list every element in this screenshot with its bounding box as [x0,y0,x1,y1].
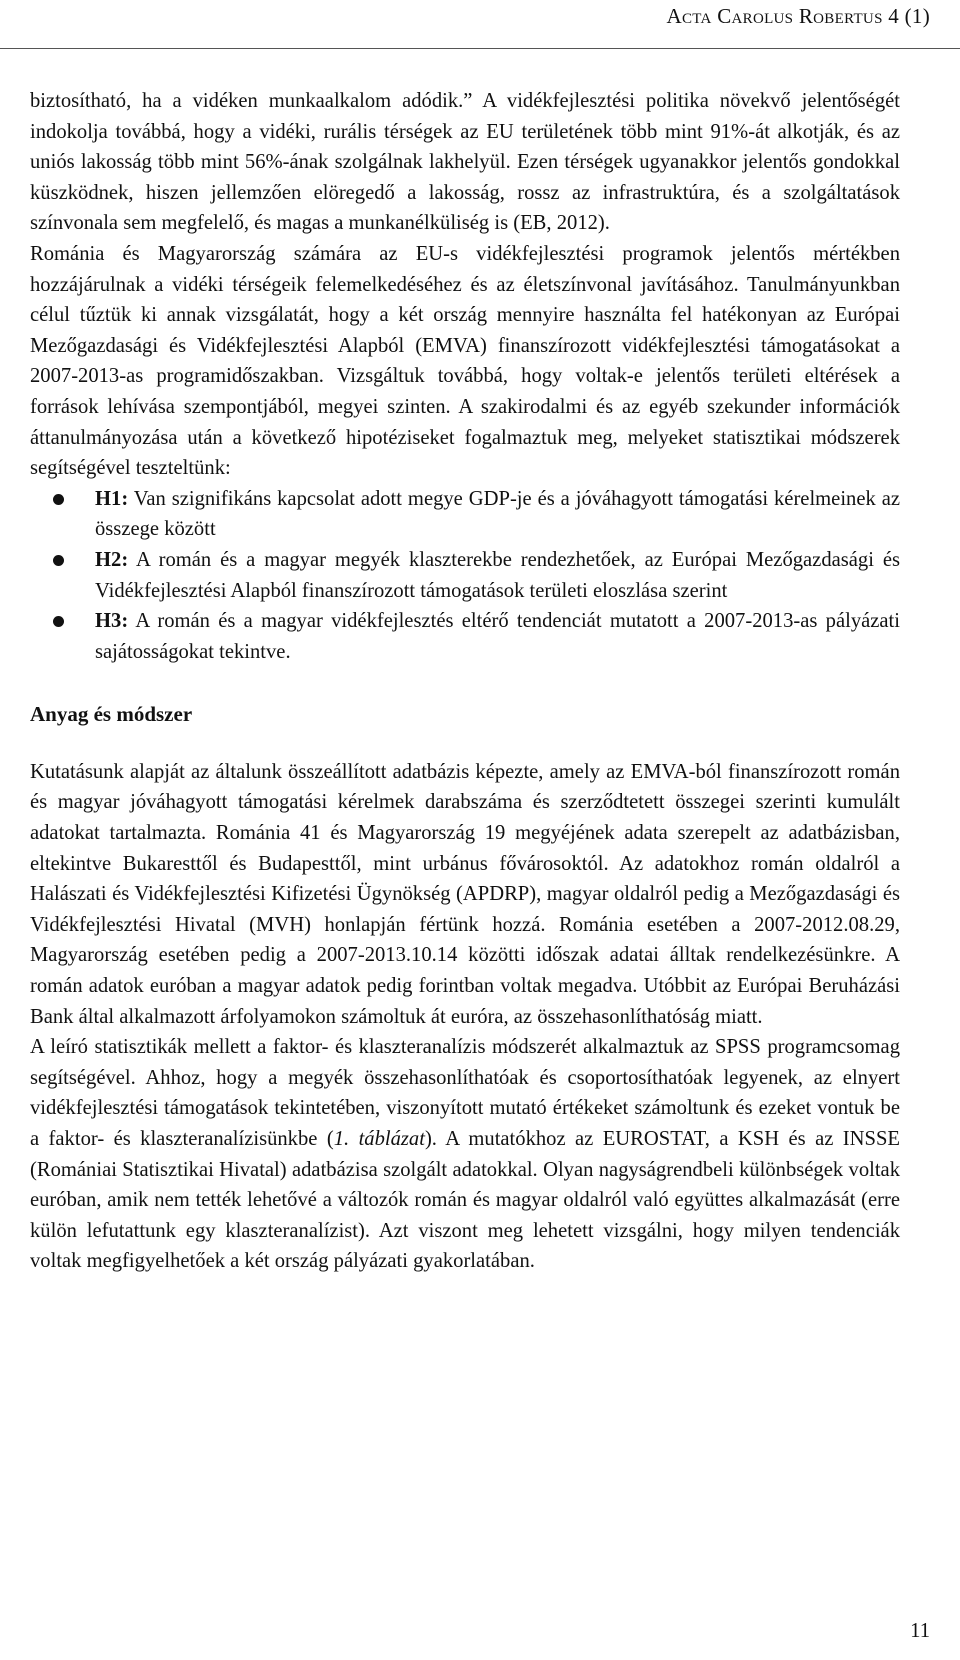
hypothesis-text: A román és a magyar megyék klaszterekbe rendezhetőek, az Európai Mezőgazdasági és Vidékfejlesztési Alapból finanszírozott támogatások területi eloszlása szerint [95,548,900,602]
hypothesis-label: H2: [95,548,129,571]
hypothesis-label: H1: [95,487,129,510]
page-number: 11 [910,1620,930,1642]
running-head: Acta Carolus Robertus 4 (1) [666,4,930,28]
article-body [30,86,900,1277]
hypothesis-item [30,606,900,667]
hypothesis-label: H3: [95,610,129,633]
table-reference: 1. táblázat [333,1128,425,1150]
hypothesis-text: Van szignifikáns kapcsolat adott megye GDP-je és a jóváhagyott támogatási kérelmeinek az összege között [95,487,900,541]
page-header [0,0,960,49]
hypothesis-item [30,484,900,545]
paragraph: Románia és Magyarország számára az EU-s vidékfejlesztési programok jelentős mértékben hozzájárulnak a vidéki térségeik felemelkedéséhez és az életszínvonal javításához. Tanulmányunkban célul tűztük ki annak vizsgálatát, hogy a két ország mennyire használta fel hatékonyan az Európai Mezőgazdasági és Vidékfejlesztési Alapból (EMVA) finanszírozott vidékfejlesztési támogatásokat a 2007-2013-as programidőszakban. Vizsgáltuk továbbá, hogy voltak-e jelentős területi eltérések a források lehívása szempontjából, megyei szinten. A szakirodalmi és az egyéb szekunder információk áttanulmányozása után a következő hipotéziseket fogalmaztuk meg, melyeket statisztikai módszerek segítségével teszteltünk: [30,242,900,480]
hypothesis-item [30,545,900,606]
paragraph: biztosítható, ha a vidéken munkaalkalom adódik.” A vidékfejlesztési politika növekvő jelentőségét indokolja továbbá, hogy a vidéki, rurális térségek az EU területének több mint 91%-át alkotják, és az uniós lakosság több mint 56%-ának szolgálnak lakhelyül. Ezen térségek ugyanakkor jelentős gondokkal küszködnek, hiszen jellemzően elöregedő a lakosság, rossz az infrastruktúra, és a szolgáltatások színvonala sem megfelelő, és magas a munkanélküliség is (EB, 2012). [30,90,900,235]
section-title: Anyag és módszer [30,702,193,727]
hypotheses-list [30,484,900,668]
paragraph [30,1032,900,1277]
paragraph: Kutatásunk alapját az általunk összeállított adatbázis képezte, amely az EMVA-ból finanszírozott román és magyar jóváhagyott támogatási kérelmek darabszáma és szerződtetett összegei szerinti kumulált adatokat tartalmazta. Románia 41 és Magyarország 19 megyéjének adata szerepelt az adatbázisban, eltekintve Bukaresttől és Budapesttől, mint urbánus fővárosoktól. Az adatokhoz román oldalról a Halászati és Vidékfejlesztési Kifizetési Ügynökség (APDRP), magyar oldalról pedig a Mezőgazdasági és Vidékfejlesztési Hivatal (MVH) honlapján fértünk hozzá. Románia esetében a 2007-2012.08.29, Magyarország esetében pedig a 2007-2013.10.14 közötti időszak adatai álltak rendelkezésünkre. A román adatok euróban a magyar adatok pedig forintban voltak megadva. Utóbbit az Európai Beruházási Bank által alkalmazott árfolyamokon számoltuk át euróra, az összehasonlíthatóság miatt. [30,760,900,1028]
hypothesis-text: A román és a magyar vidékfejlesztés eltérő tendenciát mutatott a 2007-2013-as pályázati sajátosságokat tekintve. [95,610,900,663]
paragraph-text: A leíró statisztikák mellett a faktor- és klaszteranalízis módszerét alkalmaztuk az SPSS programcsomag segítségével. Ahhoz, hogy a megyék összehasonlíthatóak és csoportosíthatóak legyenek, az elnyert vidékfejlesztési támogatások tekintetében, viszonyított mutató értékeket számoltunk és ezeket vontuk be a faktor- és klaszteranalízisünkbe ( [30,1036,900,1150]
bullet-icon [53,616,64,627]
paragraph-text: ). A mutatókhoz az EUROSTAT, a KSH és az INSSE (Romániai Statisztikai Hivatal) adatbázisa szolgált adatokkal. Olyan nagyságrendbeli különbségek voltak euróban, amik nem tették lehetővé a változók román és magyar oldalról való együttes alkalmazását (erre külön lefutattunk egy klaszteranalízist). Azt viszont meg lehetett vizsgálni, hogy milyen tendenciák voltak megfigyelhetőek a két ország pályázati gyakorlatában. [30,1128,901,1273]
bullet-icon [53,555,64,566]
bullet-icon [53,494,64,505]
